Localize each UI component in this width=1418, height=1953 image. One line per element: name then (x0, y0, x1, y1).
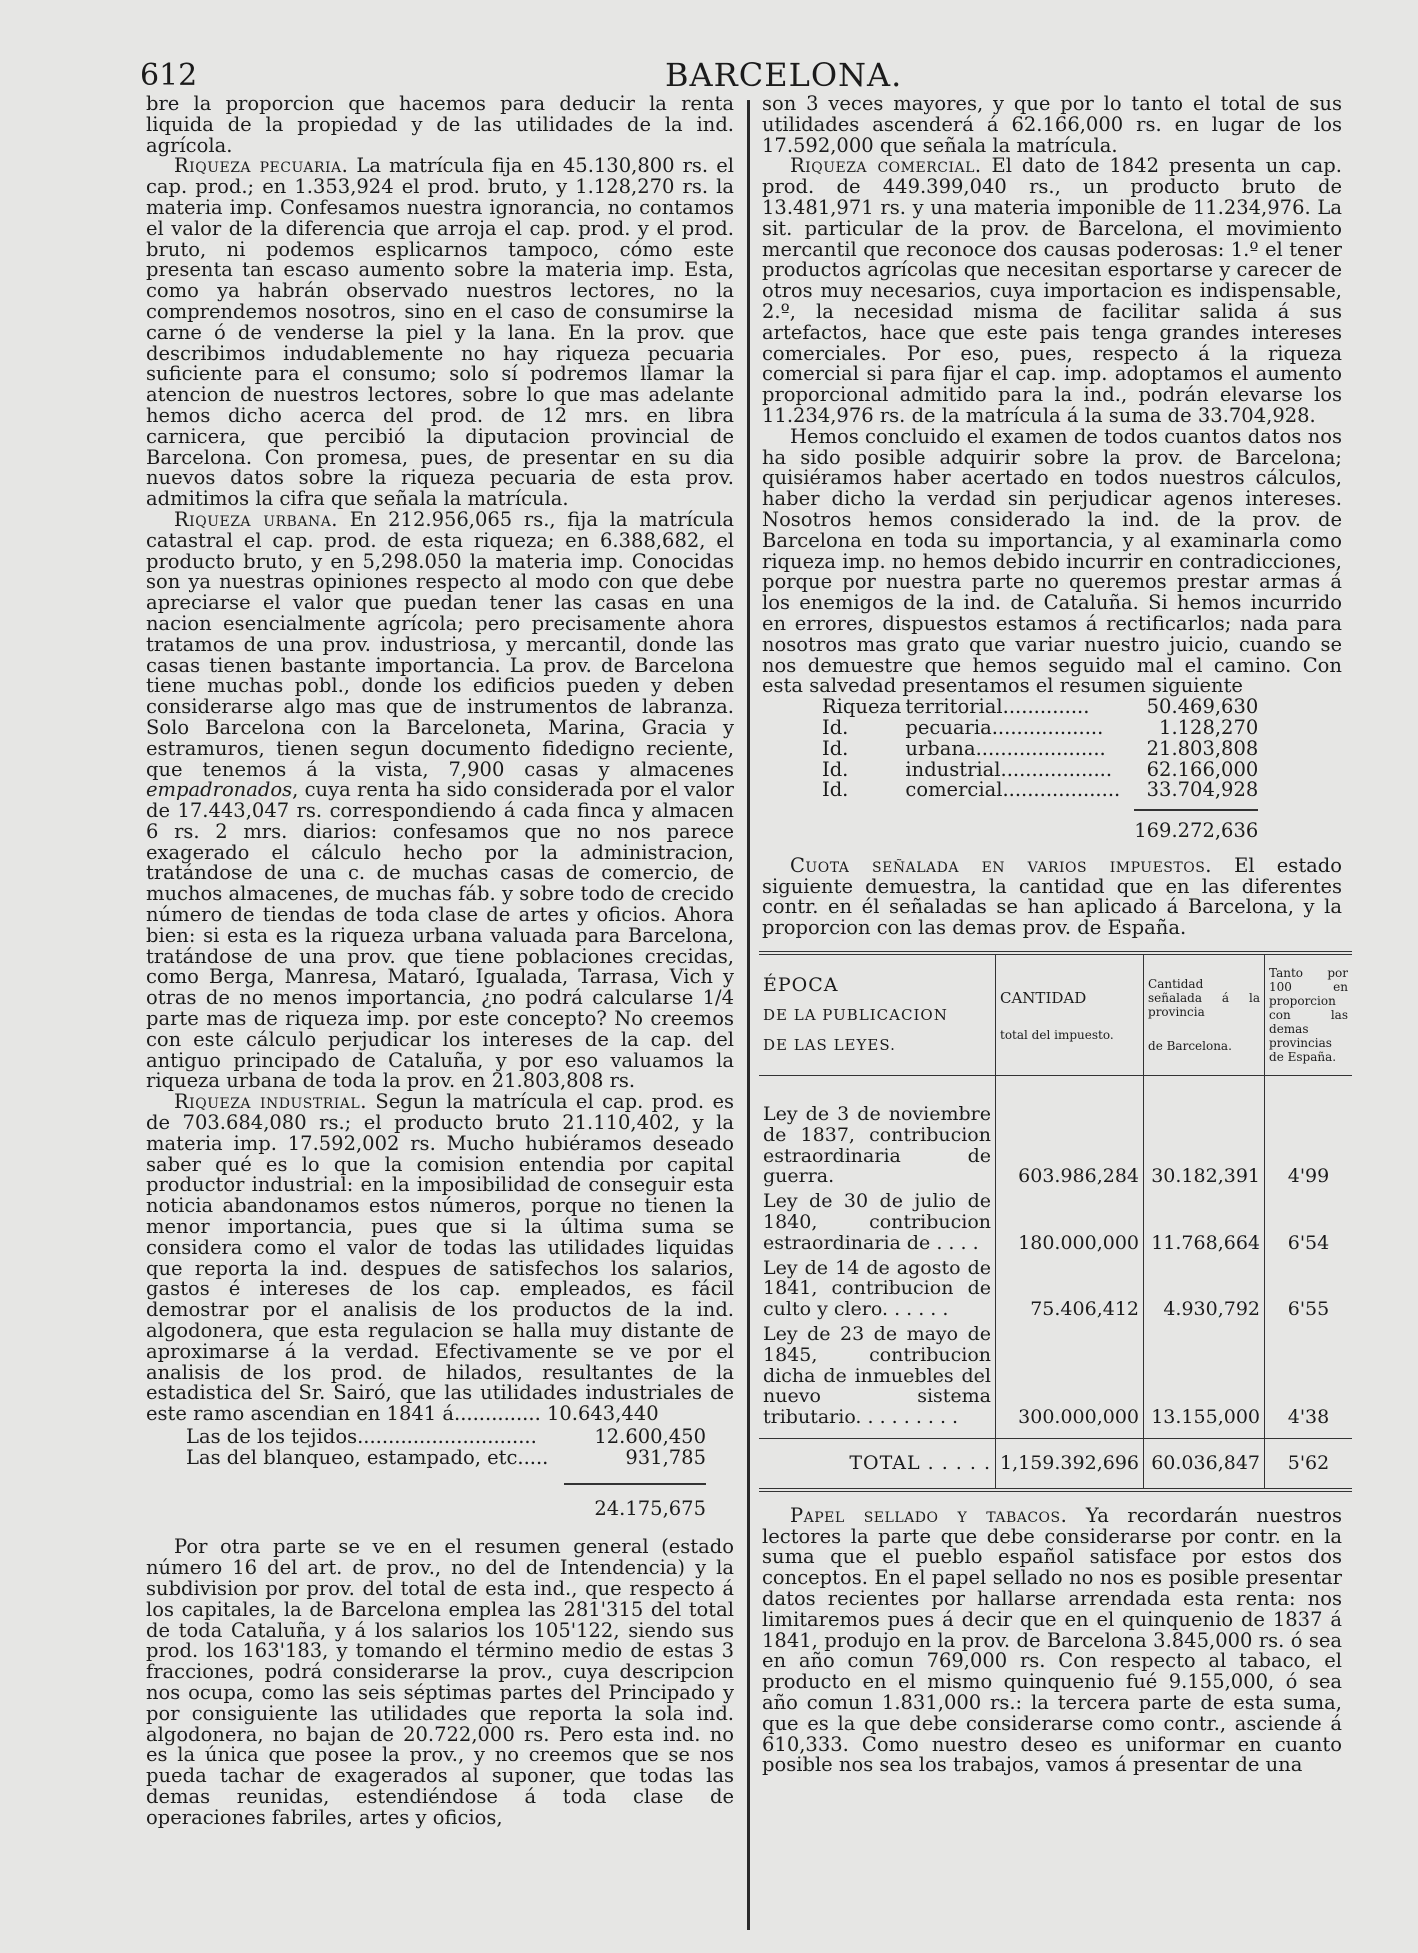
table-row (822, 780, 1262, 801)
left-column (146, 94, 734, 1829)
paragraph-cuota (762, 853, 1343, 940)
row-value: 12.600,450 (594, 1425, 706, 1448)
paragraph: son 3 veces mayores, y que por lo tanto el total de sus utilidades ascenderá á 62.166,000 rs. en lugar de los 17.592,000 que señala la matrícula. (762, 92, 1342, 157)
cell-percent: 6'55 (1287, 1298, 1330, 1321)
cell-total: 180.000,000 (996, 1189, 1144, 1255)
row-value: 50.469,630 (1146, 695, 1259, 719)
paragraph-text: , cuya renta ha sido considerada por el valor de 17.443,047 rs. correspondiendo á cada finca y almacen 6 rs. 2 mrs. diarios: confesamos que no nos parece exagerado el cálculo hecho por la administracion, tratándose de una c. de muchas casas de comercio, de muchos almacenes, de muchas fáb. y sobre todo de crecido número de tiendas de toda clase de artes y oficios. Ahora bien: si esta es la riqueza urbana valuada para Barcelona, tratándose de una prov. que tiene poblaciones crecidas, como Berga, Manresa, Mataró, Igualada, Tarrasa, Vich y otras de no menos importancia, ¿no podrá calcularse 1/4 parte mas de riqueza imp. por este concepto? No creemos con este cálculo perjudicar los intereses de la cap. del antiguo principado de Cataluña, y por eso valuamos la riqueza urbana de toda la prov. en 21.803,808 rs. (146, 778, 734, 1093)
table-row (186, 1469, 706, 1520)
paragraph: Por otra parte se ve en el resumen general (estado número 16 del art. de prov., no del de Intendencia) y la subdivision por prov. del total de esta ind., que respecto á los capitales, la de Barcelona emplea las 281'315 del total de toda Cataluña, y á los salarios los 105'122, siendo sus prod. los 163'183, y tomando el término medio de estas 3 fracciones, podrá considerarse la prov., cuya descripcion nos ocupa, como las seis séptimas partes del Principado y por consiguiente las utilidades que reporta la sola ind. algodonera, no bajan de 20.722,000 rs. Pero esta ind. no es la única que posee la prov., y no creemos que se nos pueda tachar de exagerados al suponer, que todas las demas reunidas, estendiéndose á toda clase de operaciones fabriles, artes y oficios, (146, 1535, 734, 1829)
total-total: 1,159.392,696 (996, 1439, 1144, 1490)
paragraph-papel-sellado (762, 1503, 1342, 1777)
paragraph-riqueza-urbana (146, 507, 734, 1093)
total-percent: 5'62 (1265, 1439, 1352, 1490)
row-label: Las de los tejidos............................. (186, 1425, 537, 1448)
row-label: Riqueza (822, 695, 902, 719)
table-row (822, 801, 1262, 842)
row-label: urbana..................... (905, 736, 1106, 760)
paragraph-text: Segun la matrícula el cap. prod. es de 703.684,080 rs.; el producto bruto 21.110,402, y la materia imp. 17.592,002 rs. Mucho hubiéramos deseado saber qué es lo que la comision entendia por capital productor industrial: en la imposibilidad de conseguir esta noticia abandonamos estos números, porque no tienen la menor importancia, pues que si la última suma se considera como el valor de todas las utilidades liquidas que reporta la ind. despues de satisfechos los salarios, gastos é intereses de los cap. empleados, es fácil demostrar por el analisis de los productos de la ind. algodonera, que esta regulacion se halla muy distante de aproximarse á la verdad. Efectivamente se ve por el analisis de los prod. de hilados, resultantes de la estadistica del Sr. Sairó, que las utilidades industriales de este ramo ascendian en 1841 á.............. 10.643,440 (146, 1090, 735, 1426)
cell-total: 300.000,000 (996, 1322, 1144, 1438)
section-heading: Riqueza pecuaria. (174, 154, 349, 178)
table-row (759, 1256, 1352, 1322)
table-row (186, 1427, 706, 1448)
cell-barcelona: 11.768,664 (1144, 1189, 1265, 1255)
summary-total: 169.272,636 (1134, 809, 1258, 842)
page-number: 612 (140, 58, 198, 93)
section-heading: Riqueza urbana. (174, 507, 339, 531)
header-line: de Barcelona. (1148, 1039, 1232, 1054)
tax-table (759, 951, 1352, 1492)
paragraph: Hemos concluido el examen de todos cuantos datos nos ha sido posible adquirir sobre la prov. de Barcelona; quisiéramos haber acertado en todos nuestros cálculos, haber dicho la verdad sin perjudicar agenos intereses. Nosotros hemos considerado la ind. de la prov. de Barcelona en toda su importancia, y al examinarla como riqueza imp. no hemos debido incurrir en contradicciones, porque por nuestra parte no queremos prestar armas á los enemigos de la ind. de Cataluña. Si hemos incurrido en errores, dispuestos estamos á rectificarlos; nada para nosotros mas grato que variar nuestro juicio, cuando se nos demuestre que hemos seguido mal el camino. Con esta salvedad presentamos el resumen siguiente (762, 424, 1342, 698)
table-row (759, 1189, 1352, 1255)
cell-ley: Ley de 23 de mayo de 1845, contribucion dicha de inmuebles del nuevo sistema tributario. . . . . . . . . (759, 1322, 996, 1438)
row-label: Id. (822, 778, 849, 802)
header-line: Tanto por 100 en proporcion con las demas provincias de España. (1269, 966, 1348, 1065)
paragraph-text: En 212.956,065 rs., fija la matrícula catastral el cap. prod. de esta riqueza; en 6.388,682, el producto bruto, y en 5,298.050 la materia imp. Conocidas son ya nuestras opiniones respecto al modo con que debe apreciarse el valor que puedan tener las casas en una nacion esencialmente agrícola; pero precisamente ahora tratamos de una prov. industriosa, y mercantil, donde las casas tienen bastante importancia. La prov. de Barcelona tiene muchas pobl., donde los edificios pueden y deben considerarse algo mas que de instrumentos de labranza. Solo Barcelona con la Barceloneta, Marina, Gracia y estramuros, tienen segun documento fidedigno reciente, que tenemos á la vista, 7,900 casas y almacenes (146, 507, 734, 781)
table-row (759, 1076, 1352, 1190)
row-value: 1.128,270 (1159, 715, 1259, 739)
row-label: industrial.................. (905, 757, 1113, 781)
paragraph-text: La matrícula fija en 45.130,800 rs. el cap. prod.; en 1.353,924 el prod. bruto, y 1.128,270 rs. la materia imp. Confesamos nuestra ignorancia, no contamos el valor de la diferencia que arroja el cap. prod. y el prod. bruto, ni podemos esplicarnos tampoco, cómo este presenta tan escaso aumento sobre la materia imp. Esta, como ya habrán observado nuestros lectores, no la comprendemos nosotros, sino en el caso de consumirse la carne ó de venderse la piel y la lana. En la prov. que describimos indudablemente no hay riqueza pecuaria suficiente para el consumo; solo sí podremos llamar la atencion de nuestros lectores, sobre lo que mas adelante hemos dicho acerca del prod. de 12 mrs. en libra carnicera, que percibió la diputacion provincial de Barcelona. Con promesa, pues, de presentar en su dia nuevos datos sobre la riqueza pecuaria de esta prov. admitimos la cifra que señala la matrícula. (146, 154, 734, 511)
cell-percent: 4'99 (1287, 1165, 1330, 1188)
paragraph-text: El dato de 1842 presenta un cap. prod. de 449.399,040 rs., un producto bruto de 13.481,971 rs. y una materia imponible de 11.234,976. La sit. particular de la prov. de Barcelona, el movimiento mercantil que reconoce dos causas poderosas: 1.º el tener productos agrícolas que necesitan esportarse y carecer de otros muy necesarios, cuya importacion es indispensable, 2.º, la necesidad misma de facilitar salida á sus artefactos, hace que este pais tenga grandes intereses comerciales. Por eso, pues, respecto á la riqueza comercial si para fijar el cap. imp. adoptamos el aumento proporcional admitido para la ind., podrán elevarse los 11.234,976 rs. de la matrícula á la suma de 33.704,928. (762, 154, 1342, 427)
paragraph-riqueza-pecuaria (146, 156, 734, 510)
paragraph-text: El estado siguiente demuestra, la cantidad que en las diferentes contr. en él señaladas se han aplicado á Barcelona, y la proporcion con las demas prov. de España. (762, 853, 1343, 940)
header-line: CANTIDAD (1000, 988, 1087, 1007)
cell-ley: Ley de 30 de julio de 1840, contribucion estraordinaria de . . . . (759, 1189, 996, 1255)
paragraph: bre la proporcion que hacemos para deducir la renta liquida de la propiedad y de las utilidades de la ind. agrícola. (146, 92, 734, 157)
total-barcelona: 60.036,847 (1144, 1439, 1265, 1490)
row-label: comercial................... (905, 778, 1121, 802)
row-label: Id. (822, 736, 849, 760)
cell-barcelona: 30.182,391 (1144, 1076, 1265, 1190)
cell-ley: Ley de 14 de agosto de 1841, contribucion de culto y clero. . . . . . (759, 1256, 996, 1322)
table-row (759, 1322, 1352, 1438)
paragraph-riqueza-comercial (762, 156, 1342, 426)
total-label: TOTAL . . . . . (759, 1439, 996, 1490)
table-row (822, 739, 1262, 760)
summary-table (822, 697, 1262, 842)
row-value: 931,785 (625, 1445, 706, 1469)
table-row (822, 718, 1262, 739)
row-total (1124, 801, 1262, 842)
row-value: 62.166,000 (1146, 757, 1259, 781)
cell-barcelona: 13.155,000 (1144, 1322, 1265, 1438)
row-total (584, 1469, 706, 1520)
section-heading: Papel sellado y tabacos. (790, 1503, 1068, 1527)
table-header-row (759, 953, 1352, 1076)
paragraph-text: Ya recordarán nuestros lectores la parte que debe considerarse por contr. en la suma que el pueblo español satisface por estos dos conceptos. En el papel sellado no nos es posible presentar datos recientes por hallarse arrendada esta renta: nos limitaremos pues á decir que en el quinquenio de 1837 á 1841, produjo en la prov. de Barcelona 3.845,000 rs. ó sea en año comun 769,000 rs. Con respecto al tabaco, el producto en el mismo quinquenio fué 9.155,000, ó sea año comun 1.831,000 rs.: la tercera parte de esta suma, que es la que debe considerarse como contr., asciende á 610,333. Como nuestro deseo es uniformar en cuanto posible nos sea los trabajos, vamos á presentar de una (762, 1503, 1342, 1777)
cell-percent: 4'38 (1287, 1406, 1330, 1429)
header-barcelona (1144, 953, 1265, 1076)
header-tanto-por-cien (1265, 953, 1352, 1076)
cell-total: 603.986,284 (996, 1076, 1144, 1190)
table-total-row (759, 1439, 1352, 1490)
row-label: pecuaria.................. (905, 715, 1104, 739)
cell-barcelona: 4.930,792 (1144, 1256, 1265, 1322)
row-label: Las del blanqueo, estampado, etc..... (186, 1445, 549, 1469)
section-heading: Riqueza comercial. (790, 154, 982, 178)
header-line: total del impuesto. (1000, 1028, 1114, 1043)
section-heading: Cuota señalada en varios impuestos. (790, 853, 1212, 877)
cell-ley: Ley de 3 de noviembre de 1837, contribucion estraordinaria de guerra. (759, 1076, 996, 1190)
header-line: DE LA PUBLICACION (763, 1006, 948, 1025)
table-row (186, 1448, 706, 1469)
sub-total: 24.175,675 (564, 1483, 706, 1520)
row-label: Id. (822, 757, 849, 781)
row-value: 33.704,928 (1146, 778, 1259, 802)
table-row (822, 697, 1262, 718)
header-epoca (759, 953, 996, 1076)
running-head: BARCELONA. (665, 56, 903, 94)
table-row (822, 760, 1262, 781)
emphasis-text: empadronados (146, 778, 293, 802)
section-heading: Riqueza industrial. (174, 1090, 367, 1114)
header-line: Cantidad señalada á la provincia (1148, 977, 1261, 1020)
cell-total: 75.406,412 (996, 1256, 1144, 1322)
utilidades-table (186, 1427, 706, 1519)
paragraph-riqueza-industrial (146, 1092, 734, 1425)
row-label: territorial.............. (905, 695, 1090, 719)
right-column (762, 92, 1348, 1777)
column-divider (747, 100, 750, 1930)
cell-percent: 6'54 (1287, 1231, 1330, 1254)
header-cantidad (996, 953, 1144, 1076)
row-value: 21.803,808 (1146, 736, 1259, 760)
row-label: Id. (822, 715, 849, 739)
header-line: ÉPOCA (763, 974, 839, 997)
header-line: DE LAS LEYES. (763, 1036, 896, 1055)
